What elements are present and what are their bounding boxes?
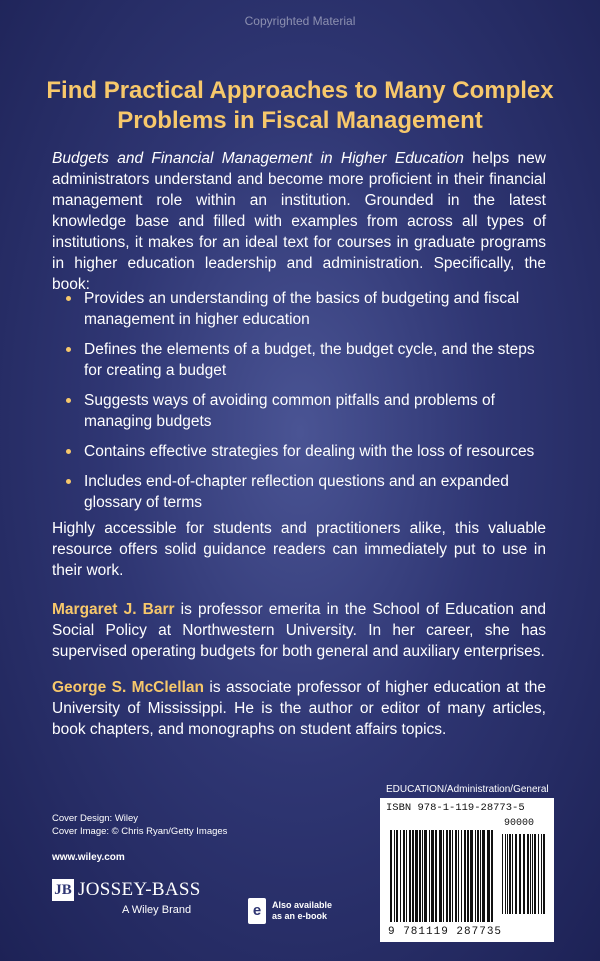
list-item — [66, 339, 536, 381]
intro-text: helps new administrators understand and become more proficient in their financial management role within an institution. Grounded in the latest knowledge base and filled with examples from across all types of institutions, it makes for an ideal text for courses in graduate programs in higher education leadership and administration. Specifically, the book: — [52, 150, 546, 293]
ebook-label-line-2: as an e-book — [272, 911, 328, 921]
list-item-text: Provides an understanding of the basics of budgeting and fiscal management in higher education — [84, 290, 520, 328]
book-title: Budgets and Financial Management in Higher Education — [52, 150, 464, 167]
ebook-label — [272, 900, 332, 922]
headline — [40, 76, 560, 136]
bullet-icon — [66, 347, 71, 352]
subject-category: EDUCATION/Administration/General — [386, 784, 549, 795]
author-bio-text: is professor emerita in the School of Education and Social Policy at Northwestern University. In her career, she has supervised operating budgets for both general and auxiliary enterprises. — [52, 601, 546, 660]
author-name: Margaret J. Barr — [52, 601, 175, 618]
price-addon-code: 90000 — [504, 818, 535, 829]
list-item — [66, 471, 536, 513]
publisher-brand-tagline: A Wiley Brand — [122, 904, 192, 916]
barcode-bars-icon — [386, 816, 548, 926]
author-bio-mcclellan — [52, 677, 546, 740]
ean-digits: 9 781119 287735 — [388, 926, 503, 938]
headline-line-1: Find Practical Approaches to Many Complex — [46, 77, 554, 104]
headline-line-2: Problems in Fiscal Management — [117, 107, 483, 134]
bullet-icon — [66, 296, 71, 301]
ebook-availability — [248, 898, 368, 938]
author-name: George S. McClellan — [52, 679, 205, 696]
bullet-icon — [66, 449, 71, 454]
bullet-icon — [66, 479, 71, 484]
list-item — [66, 288, 536, 330]
list-item-text: Includes end-of-chapter reflection questions and an expanded glossary of terms — [84, 473, 509, 511]
jb-logo-mark-icon: JB — [52, 879, 74, 901]
list-item-text: Contains effective strategies for dealing with the loss of resources — [84, 443, 535, 460]
closing-paragraph: Highly accessible for students and practitioners alike, this valuable resource offers solid guidance readers can immediately put to use in their work. — [52, 520, 546, 579]
ebook-label-line-1: Also available — [272, 900, 333, 910]
list-item-text: Defines the elements of a budget, the budget cycle, and the steps for creating a budget — [84, 341, 535, 379]
isbn-text: ISBN 978-1-119-28773-5 — [386, 802, 525, 814]
feature-list — [66, 288, 536, 522]
isbn-barcode — [380, 798, 554, 942]
jossey-bass-logo — [52, 879, 212, 919]
publisher-name: JOSSEY-BASS — [78, 879, 201, 900]
author-bio-barr — [52, 599, 546, 662]
author-bio-text: is associate professor of higher education at the University of Mississippi. He is the author or editor of many articles, book chapters, and monographs on student affairs topics. — [52, 679, 546, 738]
list-item-text: Suggests ways of avoiding common pitfalls and problems of managing budgets — [84, 392, 495, 430]
list-item — [66, 441, 536, 462]
intro-paragraph — [52, 148, 546, 295]
cover-credits — [52, 812, 227, 838]
cover-image-credit: Cover Image: © Chris Ryan/Getty Images — [52, 826, 228, 837]
copyright-watermark: Copyrighted Material — [244, 14, 356, 28]
ebook-icon: e — [248, 898, 266, 924]
bullet-icon — [66, 398, 71, 403]
cover-design-credit: Cover Design: Wiley — [52, 813, 139, 824]
publisher-website-link[interactable]: www.wiley.com — [52, 852, 125, 863]
list-item — [66, 390, 536, 432]
